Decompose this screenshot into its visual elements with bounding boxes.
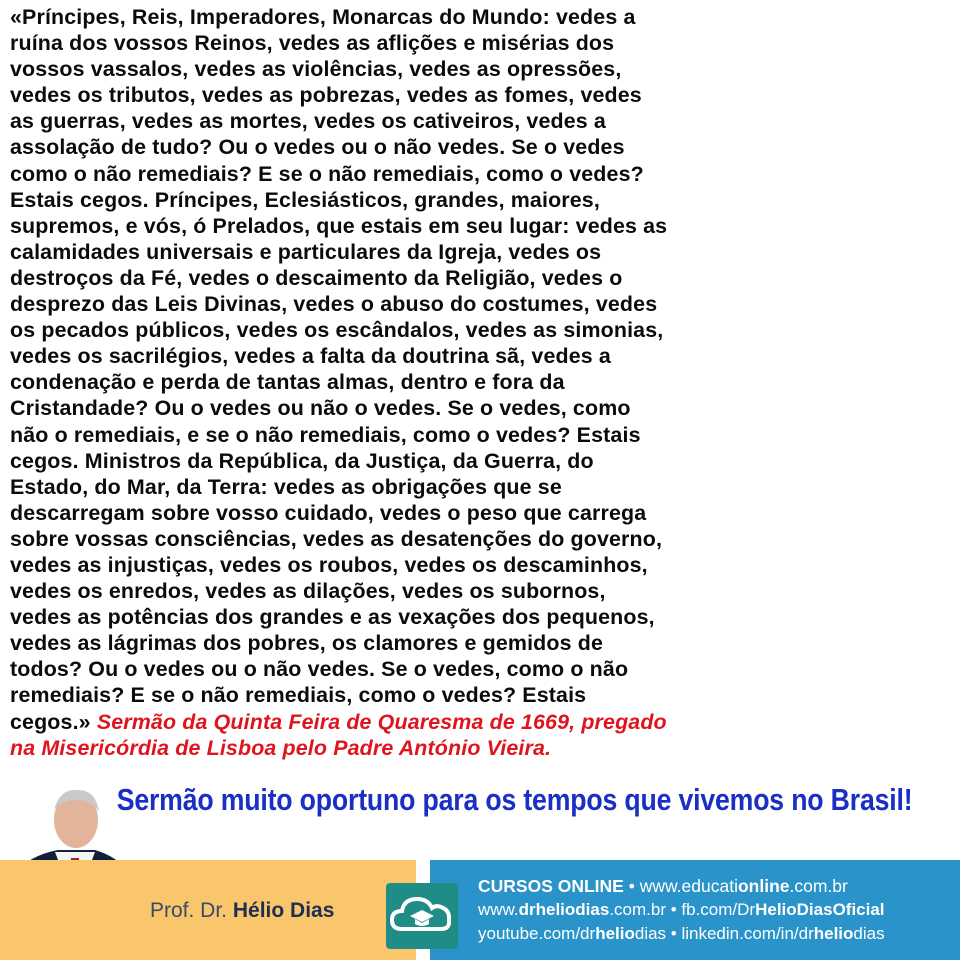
fb-b: HelioDiasOficial — [755, 900, 885, 919]
cloud-graduation-cap-icon — [386, 883, 458, 949]
yt-b: helio — [595, 924, 635, 943]
sermon-source-1: Sermão da Quinta Feira de Quaresma de 1669, pregado — [96, 709, 667, 734]
quote-line: condenação e perda de tantas almas, dentro e fora da — [10, 370, 565, 395]
quote-line: Estado, do Mar, da Terra: vedes as obrigações que se — [10, 474, 562, 499]
quote-line: todos? Ou o vedes ou o não vedes. Se o vedes, como o não — [10, 657, 629, 682]
bullet: • — [623, 876, 640, 896]
quote-line: vedes os sacrilégios, vedes a falta da doutrina sã, vedes a — [10, 344, 611, 369]
quote-line: vedes os tributos, vedes as pobrezas, vedes as fomes, vedes — [10, 83, 642, 108]
quote-line: desprezo das Leis Divinas, vedes o abuso do costumes, vedes — [10, 292, 658, 317]
site2-c: .com.br — [609, 900, 666, 919]
linkedin-link[interactable] — [681, 924, 884, 943]
quote-line: Cristandade? Ou o vedes ou não o vedes. Se o vedes, como — [10, 396, 631, 421]
quote-line: as guerras, vedes as mortes, vedes os cativeiros, vedes a — [10, 109, 606, 134]
quote-line: remediais? E se o não remediais, como o vedes? Estais — [10, 683, 587, 708]
site2-a: www. — [478, 900, 519, 919]
presenter-name-strong: Hélio Dias — [232, 899, 335, 922]
quote-closing: cegos.» — [10, 709, 97, 734]
quote-line: vedes as lágrimas dos pobres, os clamores e gemidos de — [10, 631, 604, 656]
courses-line — [478, 874, 885, 898]
quote-line: calamidades universais e particulares da Igreja, vedes os — [10, 239, 602, 264]
quote-line: sobre vossas consciências, vedes as desatenções do governo, — [10, 526, 663, 551]
site1-b: online — [737, 876, 790, 896]
site-link-educationline[interactable] — [640, 876, 848, 896]
sermon-source-2: na Misericórdia de Lisboa pelo Padre António Vieira. — [10, 735, 552, 760]
quote-line: como o não remediais? E se o não remediais, como o vedes? — [10, 161, 644, 186]
social-line — [478, 922, 885, 946]
li-b: helio — [813, 924, 854, 943]
quote-line: vossos vassalos, vedes as violências, vedes as opressões, — [10, 57, 622, 82]
quote-text — [10, 4, 956, 761]
quote-line: «Príncipes, Reis, Imperadores, Monarcas do Mundo: vedes a — [10, 5, 636, 29]
fb-a: fb.com/Dr — [681, 900, 756, 919]
bullet: • — [666, 924, 682, 943]
yt-c: dias — [634, 924, 667, 943]
quote-line: supremos, e vós, ó Prelados, que estais em seu lugar: vedes as — [10, 213, 668, 238]
quote-lines — [10, 4, 956, 709]
li-c: dias — [853, 924, 885, 943]
quote-line: ruína dos vossos Reinos, vedes as aflições e misérias dos — [10, 31, 615, 56]
quote-line: os pecados públicos, vedes os escândalos, vedes as simonias, — [10, 318, 664, 343]
quote-line: destroços da Fé, vedes o descaimento da Religião, vedes o — [10, 265, 623, 290]
quote-line: cegos. Ministros da República, da Justiça, da Guerra, do — [10, 448, 594, 473]
presenter-name — [150, 899, 334, 923]
site1-c: .com.br — [789, 876, 848, 896]
site1-a: www.educati — [639, 876, 738, 896]
quote-line: assolação de tudo? Ou o vedes ou o não vedes. Se o vedes — [10, 135, 625, 160]
quote-line: vedes as injustiças, vedes os roubos, vedes os descaminhos, — [10, 552, 648, 577]
yt-a: youtube.com/dr — [478, 924, 596, 943]
quote-line: vedes as potências dos grandes e as vexações dos pequenos, — [10, 605, 655, 630]
facebook-link[interactable] — [681, 900, 884, 919]
presenter-title: Prof. Dr. — [150, 899, 233, 922]
quote-last-line — [10, 709, 956, 735]
li-a: linkedin.com/in/dr — [681, 924, 814, 943]
quote-line: descarregam sobre vosso cuidado, vedes o peso que carrega — [10, 500, 647, 525]
site2-b: drheliodias — [518, 900, 610, 919]
web-line — [478, 898, 885, 922]
quote-line: vedes os enredos, vedes as dilações, vedes os subornos, — [10, 579, 606, 604]
quote-line: Estais cegos. Príncipes, Eclesiásticos, grandes, maiores, — [10, 187, 600, 212]
youtube-link[interactable] — [478, 924, 666, 943]
site-link-drheliodias[interactable] — [478, 900, 666, 919]
bullet: • — [666, 900, 682, 919]
courses-label: CURSOS ONLINE — [478, 876, 624, 896]
contact-info — [478, 874, 885, 946]
quote-line: não o remediais, e se o não remediais, como o vedes? Estais — [10, 422, 641, 447]
headline: Sermão muito oportuno para os tempos que vivemos no Brasil! — [116, 782, 913, 817]
